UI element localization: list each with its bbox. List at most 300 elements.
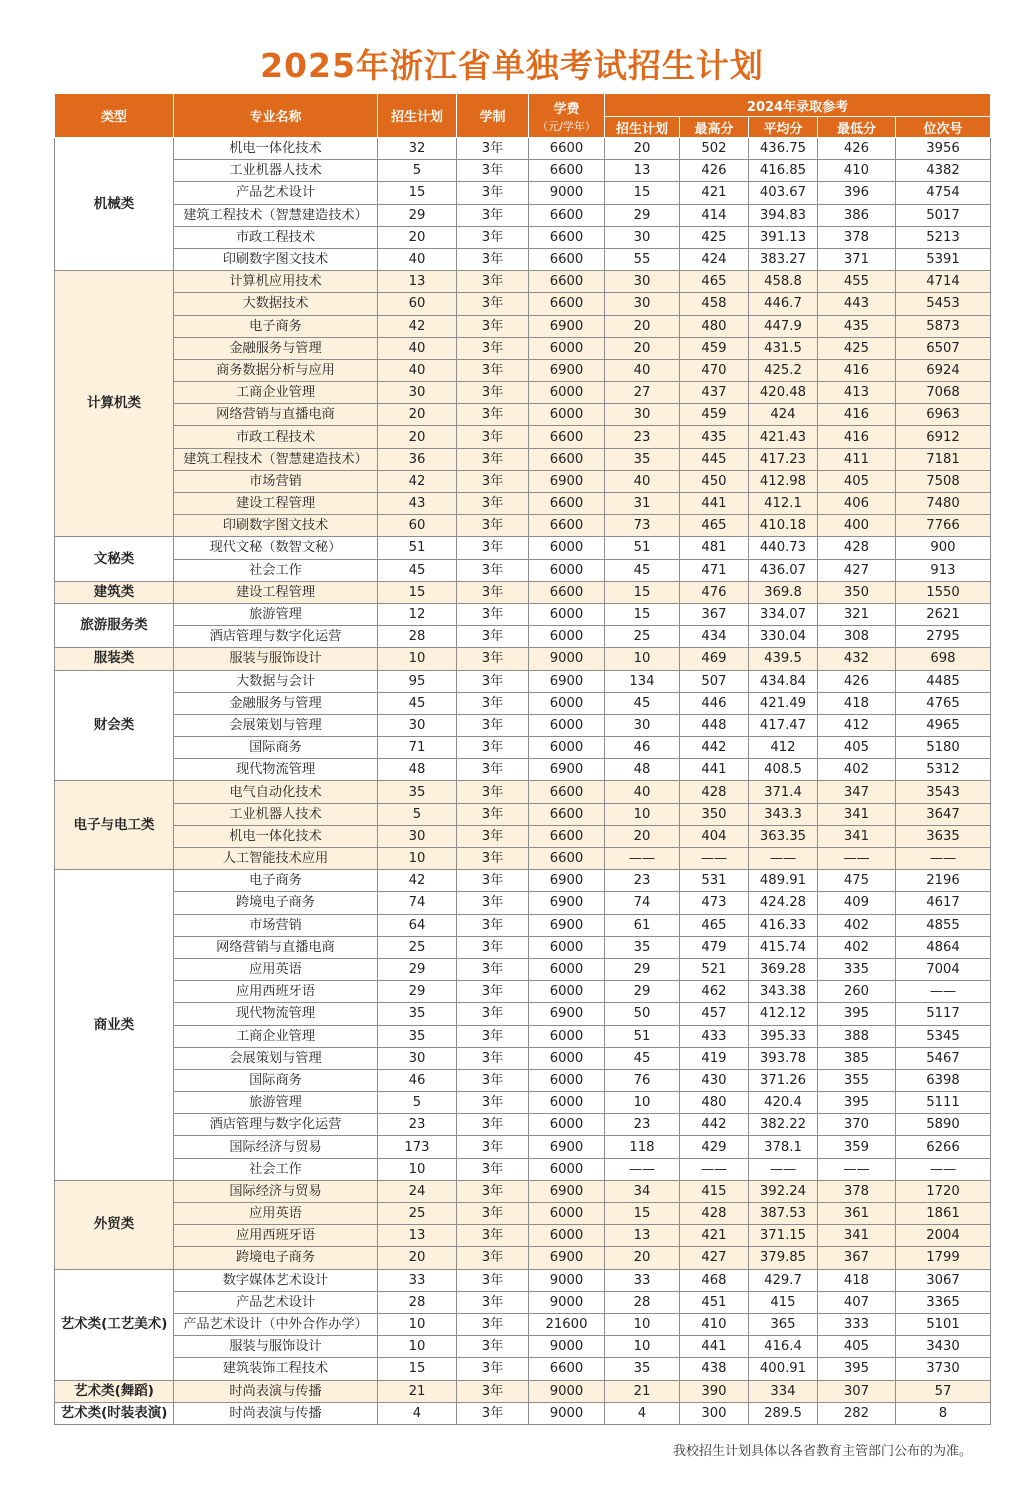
cell-ref-min: 350 xyxy=(818,581,896,603)
cell-plan: 71 xyxy=(378,737,457,759)
cell-fee: 6600 xyxy=(529,448,605,470)
table-row xyxy=(55,359,991,381)
cell-major: 产品艺术设计（中外合作办学） xyxy=(174,1313,378,1335)
cell-ref-avg: 489.91 xyxy=(749,870,818,892)
header-plan: 招生计划 xyxy=(378,94,457,138)
cell-ref-max: —— xyxy=(680,1158,749,1180)
cell-duration: 3年 xyxy=(457,981,529,1003)
cell-major: 社会工作 xyxy=(174,559,378,581)
cell-duration: 3年 xyxy=(457,1225,529,1247)
cell-fee: 6000 xyxy=(529,936,605,958)
cell-plan: 20 xyxy=(378,404,457,426)
cell-ref-avg: 424 xyxy=(749,404,818,426)
cell-ref-plan: 46 xyxy=(605,737,680,759)
cell-ref-min: 402 xyxy=(818,936,896,958)
cell-ref-rank: 5467 xyxy=(896,1047,991,1069)
cell-ref-rank: 5101 xyxy=(896,1313,991,1335)
table-row xyxy=(55,448,991,470)
cell-ref-avg: 429.7 xyxy=(749,1269,818,1291)
cell-ref-avg: 412.98 xyxy=(749,470,818,492)
cell-ref-plan: 23 xyxy=(605,426,680,448)
cell-ref-max: 441 xyxy=(680,759,749,781)
cell-fee: 6600 xyxy=(529,803,605,825)
cell-fee: 6600 xyxy=(529,293,605,315)
table-row xyxy=(55,848,991,870)
cell-ref-plan: 10 xyxy=(605,1336,680,1358)
cell-ref-min: 402 xyxy=(818,759,896,781)
cell-ref-min: 428 xyxy=(818,537,896,559)
cell-major: 社会工作 xyxy=(174,1158,378,1180)
cell-major: 机电一体化技术 xyxy=(174,825,378,847)
cell-ref-rank: 4382 xyxy=(896,160,991,182)
cell-ref-plan: 27 xyxy=(605,382,680,404)
cell-plan: 25 xyxy=(378,1203,457,1225)
header-ref-avg: 平均分 xyxy=(749,117,818,138)
cell-major: 市政工程技术 xyxy=(174,226,378,248)
cell-duration: 3年 xyxy=(457,958,529,980)
cell-plan: 33 xyxy=(378,1269,457,1291)
cell-plan: 48 xyxy=(378,759,457,781)
table-row xyxy=(55,515,991,537)
cell-major: 跨境电子商务 xyxy=(174,1247,378,1269)
cell-plan: 4 xyxy=(378,1402,457,1424)
cell-ref-plan: 20 xyxy=(605,825,680,847)
cell-plan: 10 xyxy=(378,1158,457,1180)
cell-ref-avg: 343.38 xyxy=(749,981,818,1003)
cell-ref-rank: 6924 xyxy=(896,359,991,381)
cell-major: 建设工程管理 xyxy=(174,493,378,515)
cell-duration: 3年 xyxy=(457,337,529,359)
category-cell: 计算机类 xyxy=(55,271,174,537)
cell-ref-avg: 369.8 xyxy=(749,581,818,603)
cell-ref-avg: 447.9 xyxy=(749,315,818,337)
table-row xyxy=(55,1003,991,1025)
cell-ref-max: 433 xyxy=(680,1025,749,1047)
cell-ref-max: 521 xyxy=(680,958,749,980)
cell-fee: 6000 xyxy=(529,692,605,714)
table-row xyxy=(55,293,991,315)
cell-ref-avg: 383.27 xyxy=(749,248,818,270)
header-ref-max: 最高分 xyxy=(680,117,749,138)
table-row xyxy=(55,981,991,1003)
cell-fee: 6600 xyxy=(529,138,605,160)
cell-fee: 6900 xyxy=(529,1180,605,1202)
cell-ref-rank: 5890 xyxy=(896,1114,991,1136)
cell-ref-plan: 40 xyxy=(605,781,680,803)
cell-ref-plan: 30 xyxy=(605,714,680,736)
cell-ref-rank: 1550 xyxy=(896,581,991,603)
cell-duration: 3年 xyxy=(457,359,529,381)
cell-ref-rank: 6507 xyxy=(896,337,991,359)
cell-ref-avg: 436.75 xyxy=(749,138,818,160)
cell-fee: 6900 xyxy=(529,670,605,692)
cell-plan: 51 xyxy=(378,537,457,559)
cell-ref-avg: 412 xyxy=(749,737,818,759)
cell-major: 市场营销 xyxy=(174,914,378,936)
cell-major: 时尚表演与传播 xyxy=(174,1402,378,1424)
cell-ref-rank: 2795 xyxy=(896,626,991,648)
cell-ref-rank: 698 xyxy=(896,648,991,670)
cell-ref-avg: 393.78 xyxy=(749,1047,818,1069)
cell-ref-rank: 4485 xyxy=(896,670,991,692)
cell-duration: 3年 xyxy=(457,293,529,315)
cell-duration: 3年 xyxy=(457,848,529,870)
cell-plan: 28 xyxy=(378,626,457,648)
cell-ref-avg: 421.49 xyxy=(749,692,818,714)
cell-ref-avg: 363.35 xyxy=(749,825,818,847)
cell-fee: 6900 xyxy=(529,1003,605,1025)
cell-major: 服装与服饰设计 xyxy=(174,1336,378,1358)
table-row xyxy=(55,337,991,359)
cell-ref-min: 282 xyxy=(818,1402,896,1424)
cell-major: 旅游管理 xyxy=(174,1092,378,1114)
cell-fee: 6000 xyxy=(529,1114,605,1136)
cell-ref-avg: 421.43 xyxy=(749,426,818,448)
cell-duration: 3年 xyxy=(457,781,529,803)
cell-ref-avg: 391.13 xyxy=(749,226,818,248)
cell-ref-max: 470 xyxy=(680,359,749,381)
table-row xyxy=(55,1269,991,1291)
header-ref-min: 最低分 xyxy=(818,117,896,138)
cell-ref-max: 390 xyxy=(680,1380,749,1402)
cell-ref-rank: 5345 xyxy=(896,1025,991,1047)
cell-major: 产品艺术设计 xyxy=(174,1291,378,1313)
cell-ref-rank: 1720 xyxy=(896,1180,991,1202)
cell-duration: 3年 xyxy=(457,648,529,670)
table-row xyxy=(55,958,991,980)
cell-ref-avg: 416.85 xyxy=(749,160,818,182)
category-cell: 商业类 xyxy=(55,870,174,1181)
cell-major: 现代物流管理 xyxy=(174,759,378,781)
cell-fee: 6000 xyxy=(529,1092,605,1114)
cell-ref-plan: 4 xyxy=(605,1402,680,1424)
cell-plan: 5 xyxy=(378,160,457,182)
cell-ref-rank: 3956 xyxy=(896,138,991,160)
cell-ref-avg: 365 xyxy=(749,1313,818,1335)
table-row xyxy=(55,204,991,226)
cell-ref-avg: 436.07 xyxy=(749,559,818,581)
cell-major: 印刷数字图文技术 xyxy=(174,515,378,537)
cell-ref-max: 404 xyxy=(680,825,749,847)
cell-major: 会展策划与管理 xyxy=(174,714,378,736)
cell-duration: 3年 xyxy=(457,870,529,892)
cell-fee: 6000 xyxy=(529,1047,605,1069)
cell-ref-rank: 3365 xyxy=(896,1291,991,1313)
cell-plan: 15 xyxy=(378,182,457,204)
cell-ref-max: 469 xyxy=(680,648,749,670)
cell-duration: 3年 xyxy=(457,1114,529,1136)
cell-ref-rank: 5117 xyxy=(896,1003,991,1025)
cell-ref-min: 367 xyxy=(818,1247,896,1269)
table-row xyxy=(55,803,991,825)
cell-plan: 30 xyxy=(378,825,457,847)
category-cell: 服装类 xyxy=(55,648,174,670)
cell-major: 工商企业管理 xyxy=(174,382,378,404)
cell-ref-min: 321 xyxy=(818,603,896,625)
cell-ref-plan: 76 xyxy=(605,1069,680,1091)
table-row xyxy=(55,626,991,648)
cell-ref-plan: 74 xyxy=(605,892,680,914)
cell-ref-min: 347 xyxy=(818,781,896,803)
category-cell: 建筑类 xyxy=(55,581,174,603)
cell-duration: 3年 xyxy=(457,1291,529,1313)
cell-duration: 3年 xyxy=(457,1358,529,1380)
cell-ref-max: 434 xyxy=(680,626,749,648)
cell-plan: 25 xyxy=(378,936,457,958)
cell-plan: 28 xyxy=(378,1291,457,1313)
cell-ref-avg: —— xyxy=(749,848,818,870)
cell-major: 应用英语 xyxy=(174,958,378,980)
table-row xyxy=(55,382,991,404)
cell-ref-rank: 7068 xyxy=(896,382,991,404)
cell-ref-rank: 4714 xyxy=(896,271,991,293)
cell-duration: 3年 xyxy=(457,160,529,182)
cell-plan: 10 xyxy=(378,648,457,670)
cell-ref-plan: 34 xyxy=(605,1180,680,1202)
cell-plan: 40 xyxy=(378,337,457,359)
cell-fee: 6600 xyxy=(529,160,605,182)
cell-fee: 6000 xyxy=(529,603,605,625)
cell-major: 电气自动化技术 xyxy=(174,781,378,803)
cell-ref-max: 438 xyxy=(680,1358,749,1380)
table-header xyxy=(55,94,991,138)
cell-duration: 3年 xyxy=(457,138,529,160)
cell-ref-max: 429 xyxy=(680,1136,749,1158)
cell-ref-plan: 73 xyxy=(605,515,680,537)
cell-ref-max: 441 xyxy=(680,493,749,515)
cell-ref-avg: 392.24 xyxy=(749,1180,818,1202)
cell-major: 网络营销与直播电商 xyxy=(174,404,378,426)
table-row xyxy=(55,936,991,958)
table-row xyxy=(55,759,991,781)
cell-ref-plan: 29 xyxy=(605,958,680,980)
cell-duration: 3年 xyxy=(457,226,529,248)
cell-plan: 29 xyxy=(378,204,457,226)
cell-plan: 32 xyxy=(378,138,457,160)
cell-ref-min: 416 xyxy=(818,404,896,426)
cell-ref-plan: —— xyxy=(605,848,680,870)
cell-duration: 3年 xyxy=(457,825,529,847)
cell-duration: 3年 xyxy=(457,315,529,337)
cell-ref-max: 450 xyxy=(680,470,749,492)
cell-plan: 35 xyxy=(378,1025,457,1047)
cell-ref-avg: 431.5 xyxy=(749,337,818,359)
cell-plan: 45 xyxy=(378,559,457,581)
cell-duration: 3年 xyxy=(457,515,529,537)
cell-ref-min: 400 xyxy=(818,515,896,537)
cell-ref-rank: 1861 xyxy=(896,1203,991,1225)
cell-major: 建设工程管理 xyxy=(174,581,378,603)
cell-duration: 3年 xyxy=(457,626,529,648)
table-row xyxy=(55,1158,991,1180)
table-row xyxy=(55,870,991,892)
cell-ref-min: 405 xyxy=(818,470,896,492)
cell-ref-avg: 289.5 xyxy=(749,1402,818,1424)
cell-plan: 74 xyxy=(378,892,457,914)
cell-ref-rank: 4754 xyxy=(896,182,991,204)
cell-plan: 30 xyxy=(378,714,457,736)
cell-ref-avg: 415.74 xyxy=(749,936,818,958)
cell-plan: 35 xyxy=(378,781,457,803)
cell-ref-min: —— xyxy=(818,848,896,870)
cell-ref-max: 446 xyxy=(680,692,749,714)
cell-fee: 6600 xyxy=(529,848,605,870)
cell-fee: 6900 xyxy=(529,315,605,337)
header-type: 类型 xyxy=(55,94,174,138)
cell-ref-plan: 45 xyxy=(605,559,680,581)
cell-ref-max: 442 xyxy=(680,737,749,759)
cell-fee: 6000 xyxy=(529,537,605,559)
cell-ref-rank: 4965 xyxy=(896,714,991,736)
cell-plan: 5 xyxy=(378,1092,457,1114)
cell-ref-max: 350 xyxy=(680,803,749,825)
cell-ref-min: 307 xyxy=(818,1380,896,1402)
cell-ref-max: 479 xyxy=(680,936,749,958)
cell-plan: 10 xyxy=(378,848,457,870)
cell-ref-min: 341 xyxy=(818,803,896,825)
cell-duration: 3年 xyxy=(457,1336,529,1358)
cell-duration: 3年 xyxy=(457,670,529,692)
header-major: 专业名称 xyxy=(174,94,378,138)
cell-duration: 3年 xyxy=(457,537,529,559)
cell-fee: 6000 xyxy=(529,404,605,426)
cell-ref-plan: 55 xyxy=(605,248,680,270)
cell-fee: 9000 xyxy=(529,1269,605,1291)
cell-ref-rank: 4864 xyxy=(896,936,991,958)
header-fee-unit: （元/学年） xyxy=(537,119,596,133)
cell-fee: 6000 xyxy=(529,737,605,759)
cell-major: 跨境电子商务 xyxy=(174,892,378,914)
cell-ref-rank: 7181 xyxy=(896,448,991,470)
cell-ref-max: 480 xyxy=(680,1092,749,1114)
cell-ref-max: 457 xyxy=(680,1003,749,1025)
cell-ref-max: 367 xyxy=(680,603,749,625)
cell-duration: 3年 xyxy=(457,803,529,825)
cell-major: 商务数据分析与应用 xyxy=(174,359,378,381)
table-row xyxy=(55,1380,991,1402)
cell-ref-min: 411 xyxy=(818,448,896,470)
cell-duration: 3年 xyxy=(457,759,529,781)
cell-ref-min: 395 xyxy=(818,1003,896,1025)
cell-ref-avg: 416.4 xyxy=(749,1336,818,1358)
cell-fee: 9000 xyxy=(529,648,605,670)
cell-ref-rank: 3730 xyxy=(896,1358,991,1380)
cell-fee: 6600 xyxy=(529,581,605,603)
header-ref-rank: 位次号 xyxy=(896,117,991,138)
cell-ref-max: 421 xyxy=(680,182,749,204)
cell-ref-plan: 29 xyxy=(605,204,680,226)
cell-fee: 9000 xyxy=(529,182,605,204)
cell-ref-plan: 30 xyxy=(605,271,680,293)
table-row xyxy=(55,1025,991,1047)
table-row xyxy=(55,1336,991,1358)
cell-ref-max: 476 xyxy=(680,581,749,603)
cell-fee: 6000 xyxy=(529,1158,605,1180)
cell-fee: 6000 xyxy=(529,1203,605,1225)
cell-ref-plan: 28 xyxy=(605,1291,680,1313)
cell-ref-plan: 15 xyxy=(605,603,680,625)
cell-ref-rank: 6398 xyxy=(896,1069,991,1091)
cell-duration: 3年 xyxy=(457,1380,529,1402)
cell-fee: 9000 xyxy=(529,1291,605,1313)
table-row xyxy=(55,581,991,603)
cell-plan: 12 xyxy=(378,603,457,625)
cell-plan: 10 xyxy=(378,1313,457,1335)
cell-ref-min: 308 xyxy=(818,626,896,648)
cell-plan: 46 xyxy=(378,1069,457,1091)
cell-ref-max: 481 xyxy=(680,537,749,559)
cell-ref-plan: 45 xyxy=(605,1047,680,1069)
table-row xyxy=(55,648,991,670)
cell-ref-min: 341 xyxy=(818,825,896,847)
cell-plan: 13 xyxy=(378,271,457,293)
cell-ref-avg: 369.28 xyxy=(749,958,818,980)
cell-ref-plan: 10 xyxy=(605,648,680,670)
cell-ref-min: 475 xyxy=(818,870,896,892)
header-fee xyxy=(529,94,605,138)
cell-ref-plan: 40 xyxy=(605,470,680,492)
cell-duration: 3年 xyxy=(457,1402,529,1424)
cell-ref-rank: 913 xyxy=(896,559,991,581)
cell-ref-rank: 2196 xyxy=(896,870,991,892)
cell-ref-avg: 371.15 xyxy=(749,1225,818,1247)
cell-ref-avg: 415 xyxy=(749,1291,818,1313)
category-cell: 财会类 xyxy=(55,670,174,781)
cell-plan: 15 xyxy=(378,581,457,603)
table-row xyxy=(55,426,991,448)
cell-ref-rank: 5017 xyxy=(896,204,991,226)
cell-ref-rank: 5391 xyxy=(896,248,991,270)
cell-ref-rank: 6963 xyxy=(896,404,991,426)
cell-ref-avg: 417.23 xyxy=(749,448,818,470)
cell-plan: 64 xyxy=(378,914,457,936)
table-row xyxy=(55,138,991,160)
cell-plan: 21 xyxy=(378,1380,457,1402)
cell-ref-min: 355 xyxy=(818,1069,896,1091)
table-row xyxy=(55,1114,991,1136)
cell-plan: 43 xyxy=(378,493,457,515)
table-row xyxy=(55,1358,991,1380)
cell-ref-max: 458 xyxy=(680,293,749,315)
category-cell: 外贸类 xyxy=(55,1180,174,1269)
cell-duration: 3年 xyxy=(457,936,529,958)
cell-ref-max: 473 xyxy=(680,892,749,914)
cell-ref-min: 409 xyxy=(818,892,896,914)
cell-plan: 95 xyxy=(378,670,457,692)
cell-ref-avg: 378.1 xyxy=(749,1136,818,1158)
cell-ref-plan: 118 xyxy=(605,1136,680,1158)
cell-plan: 35 xyxy=(378,1003,457,1025)
cell-duration: 3年 xyxy=(457,1003,529,1025)
cell-plan: 42 xyxy=(378,870,457,892)
cell-ref-max: —— xyxy=(680,848,749,870)
table-row xyxy=(55,1069,991,1091)
cell-fee: 6000 xyxy=(529,981,605,1003)
cell-fee: 6000 xyxy=(529,1225,605,1247)
cell-ref-max: 442 xyxy=(680,1114,749,1136)
cell-ref-max: 465 xyxy=(680,271,749,293)
cell-ref-min: 260 xyxy=(818,981,896,1003)
cell-ref-avg: 420.4 xyxy=(749,1092,818,1114)
cell-duration: 3年 xyxy=(457,271,529,293)
cell-major: 市政工程技术 xyxy=(174,426,378,448)
cell-fee: 6600 xyxy=(529,226,605,248)
cell-ref-avg: 400.91 xyxy=(749,1358,818,1380)
table-row xyxy=(55,160,991,182)
cell-fee: 6600 xyxy=(529,1358,605,1380)
cell-duration: 3年 xyxy=(457,448,529,470)
cell-ref-max: 414 xyxy=(680,204,749,226)
